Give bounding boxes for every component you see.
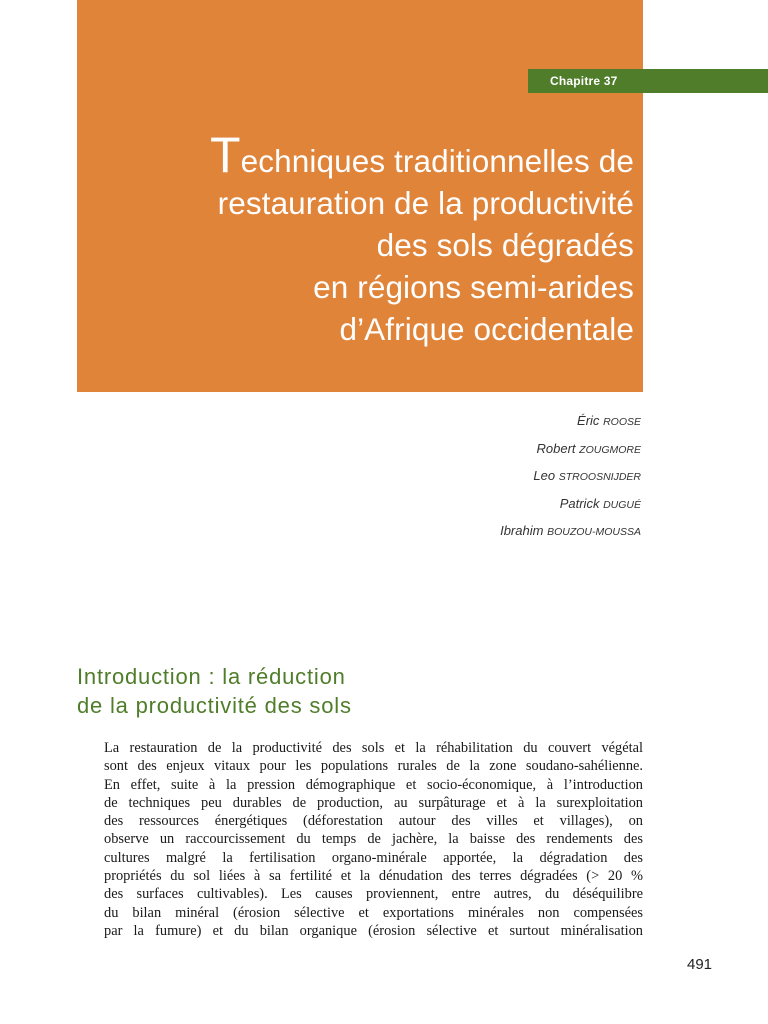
title-line-text: echniques traditionnelles de: [240, 143, 634, 179]
author-first-name: Patrick: [559, 495, 600, 511]
paragraph-line: La restauration de la productivité des sols et la réhabilitation du couvert végétal: [104, 740, 643, 756]
author-last-name: ROOSE: [603, 416, 641, 428]
author: [500, 436, 641, 464]
paragraph-line: des ressources énergétiques (déforestation autour des villes et villages), on: [104, 813, 643, 830]
paragraph-line: propriétés du sol liées à sa fertilité et la dénudation des terres dégradées (> 20 %: [104, 868, 643, 885]
paragraph-line: des surfaces cultivables). Les causes proviennent, entre autres, du déséquilibre: [104, 886, 643, 903]
author-last-name: STROOSNIJDER: [558, 471, 641, 483]
author-first-name: Éric: [577, 413, 600, 428]
author-list: [500, 408, 641, 546]
author-first-name: Ibrahim: [500, 523, 544, 538]
title-dropcap: T: [210, 127, 241, 183]
section-heading-line: Introduction : la réduction: [77, 664, 346, 689]
title-line: [74, 127, 634, 183]
paragraph-line: du bilan minéral (érosion sélective et exportations minérales non compensées: [104, 904, 643, 921]
paragraph-line: sont des enjeux vitaux pour les populations rurales de la zone soudano-sahélienne.: [104, 758, 643, 775]
author: [500, 518, 641, 546]
title-line: des sols dégradés: [376, 227, 634, 263]
author: [500, 491, 641, 519]
chapter-label: Chapitre 37: [528, 69, 768, 93]
author: [500, 408, 641, 436]
paragraph-line: de techniques peu durables de production, au surpâturage et à la surexploitation: [104, 794, 643, 811]
paragraph-line: observe un raccourcissement du temps de jachère, la baisse des rendements des: [104, 831, 643, 848]
section-heading-line: de la productivité des sols: [77, 693, 352, 718]
paragraph-line: En effet, suite à la pression démographique et socio-économique, à l’introduction: [104, 776, 643, 793]
author-first-name: Leo: [533, 468, 556, 483]
author: [500, 463, 641, 491]
author-first-name: Robert: [536, 440, 576, 456]
author-last-name: BOUZOU-MOUSSA: [547, 526, 641, 538]
page-number: 491: [687, 956, 713, 973]
chapter-title: [74, 127, 634, 350]
author-last-name: DUGUÉ: [603, 498, 641, 511]
title-line: d’Afrique occidentale: [339, 311, 634, 347]
paragraph-line: par la fumure) et du bilan organique (érosion sélective et surtout minéralisation: [104, 922, 643, 939]
title-line: restauration de la productivité: [217, 185, 634, 221]
body-paragraph: [104, 739, 643, 940]
author-last-name: ZOUGMORE: [579, 443, 641, 456]
section-heading: [77, 662, 352, 720]
paragraph-line: cultures malgré la fertilisation organo-minérale apportée, la dégradation des: [104, 849, 643, 866]
title-line: en régions semi-arides: [313, 269, 634, 305]
